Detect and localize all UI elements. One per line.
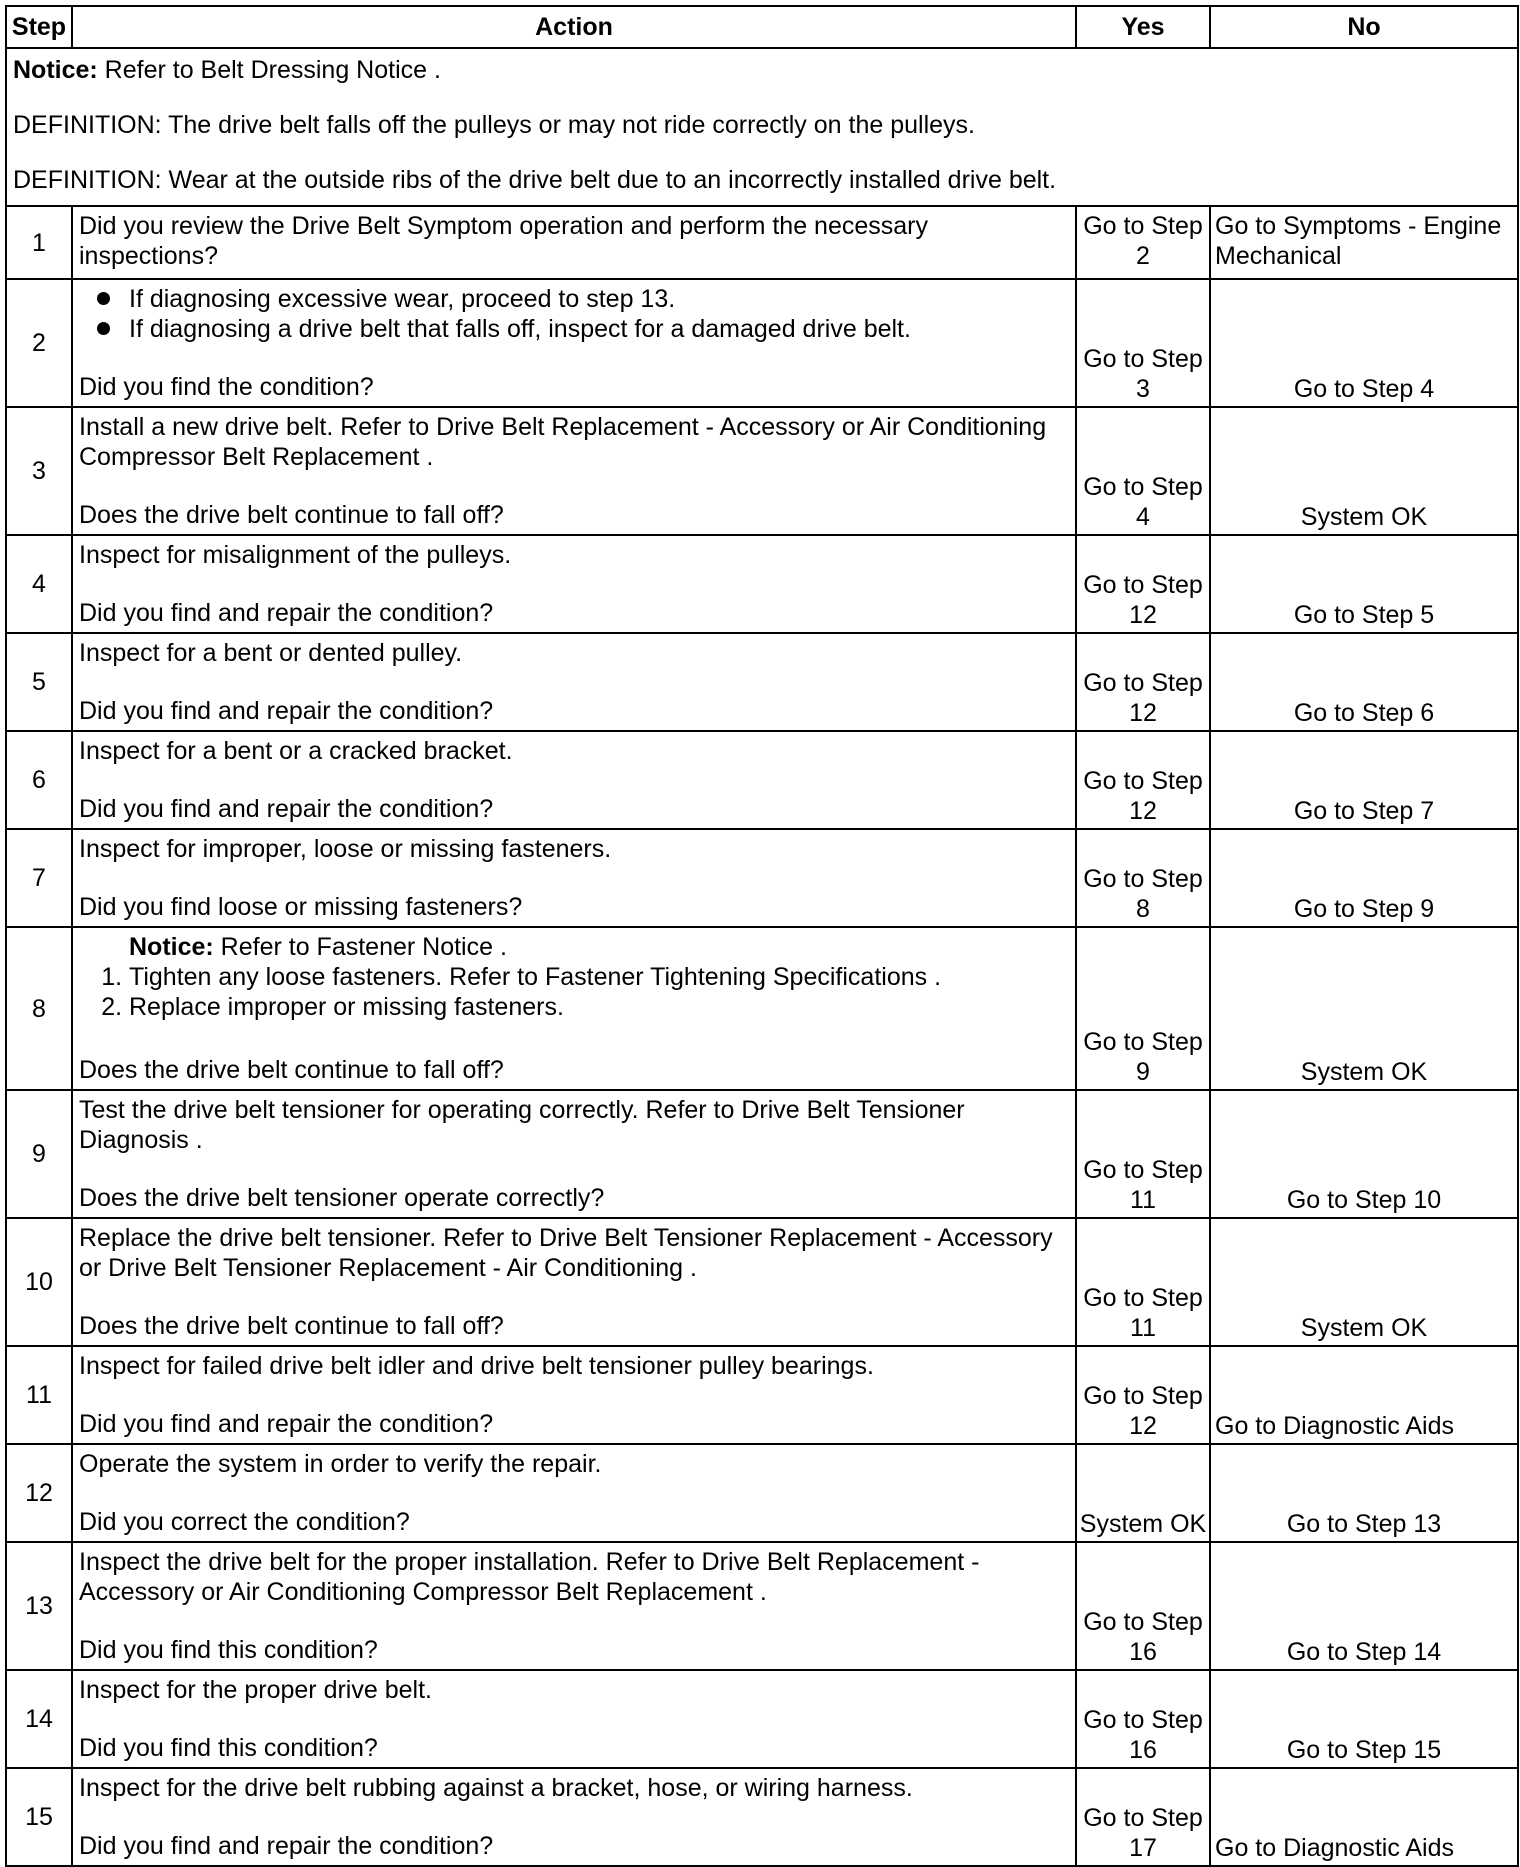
action-instructions bbox=[79, 1223, 1067, 1283]
action-instructions bbox=[79, 736, 1067, 766]
table-row bbox=[6, 535, 1518, 633]
definition-wear: DEFINITION: Wear at the outside ribs of the drive belt due to an incorrectly installed drive belt. bbox=[13, 166, 1057, 194]
action-text: Replace the drive belt tensioner. Refer to Drive Belt Tensioner Replacement - Accessory or Drive Belt Tensioner Replacement - Air Conditioning . bbox=[79, 1224, 1053, 1282]
step-number: 13 bbox=[6, 1542, 72, 1670]
diagnostic-table-container bbox=[5, 5, 1517, 1867]
header-yes: Yes bbox=[1076, 6, 1210, 48]
notice-label: Notice: bbox=[13, 56, 98, 84]
definition-falls-off: DEFINITION: The drive belt falls off the pulleys or may not ride correctly on the pulleys. bbox=[13, 111, 975, 139]
step-number: 1 bbox=[6, 206, 72, 279]
notice-row bbox=[6, 48, 1518, 206]
yes-result: Go to Step 11 bbox=[1076, 1090, 1210, 1218]
step-number: 3 bbox=[6, 407, 72, 535]
step-number: 12 bbox=[6, 1444, 72, 1542]
step-number: 9 bbox=[6, 1090, 72, 1218]
header-action: Action bbox=[72, 6, 1076, 48]
action-cell bbox=[72, 1346, 1076, 1444]
no-result: System OK bbox=[1210, 407, 1518, 535]
action-question: Did you find and repair the condition? bbox=[79, 599, 494, 627]
step-number: 7 bbox=[6, 829, 72, 927]
bullet-item: If diagnosing excessive wear, proceed to step 13. bbox=[129, 284, 1067, 314]
notice-label: Notice: bbox=[129, 933, 214, 961]
drive-belt-diagnostic-table bbox=[5, 5, 1519, 1867]
bullet-item: If diagnosing a drive belt that falls off, inspect for a damaged drive belt. bbox=[129, 314, 1067, 344]
action-question: Did you find this condition? bbox=[79, 1636, 378, 1664]
table-row bbox=[6, 731, 1518, 829]
action-instructions bbox=[79, 1449, 1067, 1479]
action-instructions bbox=[79, 1351, 1067, 1381]
no-result: Go to Step 5 bbox=[1210, 535, 1518, 633]
action-text: Inspect for the proper drive belt. bbox=[79, 1676, 432, 1704]
action-cell bbox=[72, 407, 1076, 535]
numbered-item: 1. Tighten any loose fasteners. Refer to Fastener Tightening Specifications . bbox=[129, 962, 1067, 992]
no-result: Go to Diagnostic Aids bbox=[1210, 1346, 1518, 1444]
table-row bbox=[6, 279, 1518, 407]
yes-result: Go to Step 11 bbox=[1076, 1218, 1210, 1346]
action-text: Inspect for a bent or a cracked bracket. bbox=[79, 737, 513, 765]
action-cell bbox=[72, 1090, 1076, 1218]
action-instructions bbox=[79, 932, 1067, 1022]
action-text: Inspect for misalignment of the pulleys. bbox=[79, 541, 512, 569]
bullet-list bbox=[79, 284, 1067, 344]
yes-result: Go to Step 12 bbox=[1076, 1346, 1210, 1444]
action-question: Did you find this condition? bbox=[79, 1734, 378, 1762]
yes-result: Go to Step 4 bbox=[1076, 407, 1210, 535]
yes-result: Go to Step 12 bbox=[1076, 731, 1210, 829]
action-cell bbox=[72, 829, 1076, 927]
action-question: Does the drive belt continue to fall off? bbox=[79, 501, 504, 529]
no-result: Go to Step 14 bbox=[1210, 1542, 1518, 1670]
action-cell bbox=[72, 279, 1076, 407]
action-question: Did you find and repair the condition? bbox=[79, 795, 494, 823]
action-text: Test the drive belt tensioner for operating correctly. Refer to Drive Belt Tensioner Diagnosis . bbox=[79, 1096, 965, 1154]
action-cell bbox=[72, 633, 1076, 731]
action-text: Inspect the drive belt for the proper installation. Refer to Drive Belt Replacement - Accessory or Air Conditioning Compressor Belt Replacement . bbox=[79, 1548, 980, 1606]
action-text: Did you review the Drive Belt Symptom operation and perform the necessary inspections? bbox=[79, 212, 928, 270]
action-cell bbox=[72, 1542, 1076, 1670]
action-instructions bbox=[79, 1095, 1067, 1155]
yes-result: Go to Step 12 bbox=[1076, 535, 1210, 633]
no-result: Go to Diagnostic Aids bbox=[1210, 1768, 1518, 1866]
action-question: Does the drive belt continue to fall off? bbox=[79, 1312, 504, 1340]
action-instructions bbox=[79, 1773, 1067, 1803]
step-number: 10 bbox=[6, 1218, 72, 1346]
action-question: Did you find and repair the condition? bbox=[79, 1410, 494, 1438]
notice-text: Refer to Belt Dressing Notice . bbox=[97, 56, 441, 84]
table-row bbox=[6, 1090, 1518, 1218]
no-result: Go to Step 7 bbox=[1210, 731, 1518, 829]
action-cell bbox=[72, 1768, 1076, 1866]
yes-result: Go to Step 12 bbox=[1076, 633, 1210, 731]
numbered-list bbox=[79, 962, 1067, 1022]
action-cell bbox=[72, 731, 1076, 829]
action-text: Inspect for a bent or dented pulley. bbox=[79, 639, 463, 667]
yes-result: Go to Step 9 bbox=[1076, 927, 1210, 1090]
action-text: Inspect for the drive belt rubbing against a bracket, hose, or wiring harness. bbox=[79, 1774, 913, 1802]
yes-result: Go to Step 3 bbox=[1076, 279, 1210, 407]
action-question: Did you find the condition? bbox=[79, 373, 374, 401]
no-result: System OK bbox=[1210, 927, 1518, 1090]
no-result: Go to Symptoms - Engine Mechanical bbox=[1210, 206, 1518, 279]
action-cell bbox=[72, 927, 1076, 1090]
action-instructions bbox=[79, 412, 1067, 472]
table-row bbox=[6, 206, 1518, 279]
step-number: 14 bbox=[6, 1670, 72, 1768]
step-number: 2 bbox=[6, 279, 72, 407]
table-header-row bbox=[6, 6, 1518, 48]
action-text: Install a new drive belt. Refer to Drive Belt Replacement - Accessory or Air Conditioning Compressor Belt Replacement . bbox=[79, 413, 1047, 471]
action-question: Did you find loose or missing fasteners? bbox=[79, 893, 523, 921]
table-row bbox=[6, 1768, 1518, 1866]
table-row bbox=[6, 1444, 1518, 1542]
action-instructions bbox=[79, 284, 1067, 344]
action-cell bbox=[72, 535, 1076, 633]
table-row bbox=[6, 633, 1518, 731]
action-instructions bbox=[79, 1675, 1067, 1705]
action-instructions bbox=[79, 1547, 1067, 1607]
action-text: Inspect for failed drive belt idler and drive belt tensioner pulley bearings. bbox=[79, 1352, 874, 1380]
yes-result: Go to Step 16 bbox=[1076, 1670, 1210, 1768]
step-number: 4 bbox=[6, 535, 72, 633]
table-row bbox=[6, 1542, 1518, 1670]
table-row bbox=[6, 1346, 1518, 1444]
notice-text: Refer to Fastener Notice . bbox=[213, 933, 507, 961]
action-cell bbox=[72, 206, 1076, 279]
table-row bbox=[6, 927, 1518, 1090]
action-question: Did you correct the condition? bbox=[79, 1508, 410, 1536]
action-cell bbox=[72, 1218, 1076, 1346]
action-instructions bbox=[79, 211, 1067, 271]
table-row bbox=[6, 407, 1518, 535]
yes-result: Go to Step 8 bbox=[1076, 829, 1210, 927]
action-cell bbox=[72, 1444, 1076, 1542]
notice-cell bbox=[6, 48, 1518, 206]
fastener-notice bbox=[79, 932, 1067, 962]
header-no: No bbox=[1210, 6, 1518, 48]
action-question: Did you find and repair the condition? bbox=[79, 1832, 494, 1860]
no-result: System OK bbox=[1210, 1218, 1518, 1346]
belt-dressing-notice bbox=[13, 55, 1513, 85]
action-instructions bbox=[79, 638, 1067, 668]
step-number: 5 bbox=[6, 633, 72, 731]
action-question: Did you find and repair the condition? bbox=[79, 697, 494, 725]
action-text: Inspect for improper, loose or missing fasteners. bbox=[79, 835, 612, 863]
action-question: Does the drive belt continue to fall off? bbox=[79, 1056, 504, 1084]
table-row bbox=[6, 1218, 1518, 1346]
step-number: 11 bbox=[6, 1346, 72, 1444]
no-result: Go to Step 6 bbox=[1210, 633, 1518, 731]
no-result: Go to Step 15 bbox=[1210, 1670, 1518, 1768]
no-result: Go to Step 4 bbox=[1210, 279, 1518, 407]
no-result: Go to Step 9 bbox=[1210, 829, 1518, 927]
action-instructions bbox=[79, 540, 1067, 570]
yes-result: Go to Step 2 bbox=[1076, 206, 1210, 279]
action-instructions bbox=[79, 834, 1067, 864]
no-result: Go to Step 13 bbox=[1210, 1444, 1518, 1542]
step-number: 15 bbox=[6, 1768, 72, 1866]
yes-result: System OK bbox=[1076, 1444, 1210, 1542]
step-number: 6 bbox=[6, 731, 72, 829]
yes-result: Go to Step 16 bbox=[1076, 1542, 1210, 1670]
numbered-item: 2. Replace improper or missing fasteners. bbox=[129, 992, 1067, 1022]
table-row bbox=[6, 1670, 1518, 1768]
header-step: Step bbox=[6, 6, 72, 48]
step-number: 8 bbox=[6, 927, 72, 1090]
action-cell bbox=[72, 1670, 1076, 1768]
action-text: Operate the system in order to verify the repair. bbox=[79, 1450, 602, 1478]
table-row bbox=[6, 829, 1518, 927]
yes-result: Go to Step 17 bbox=[1076, 1768, 1210, 1866]
no-result: Go to Step 10 bbox=[1210, 1090, 1518, 1218]
action-question: Does the drive belt tensioner operate correctly? bbox=[79, 1184, 605, 1212]
